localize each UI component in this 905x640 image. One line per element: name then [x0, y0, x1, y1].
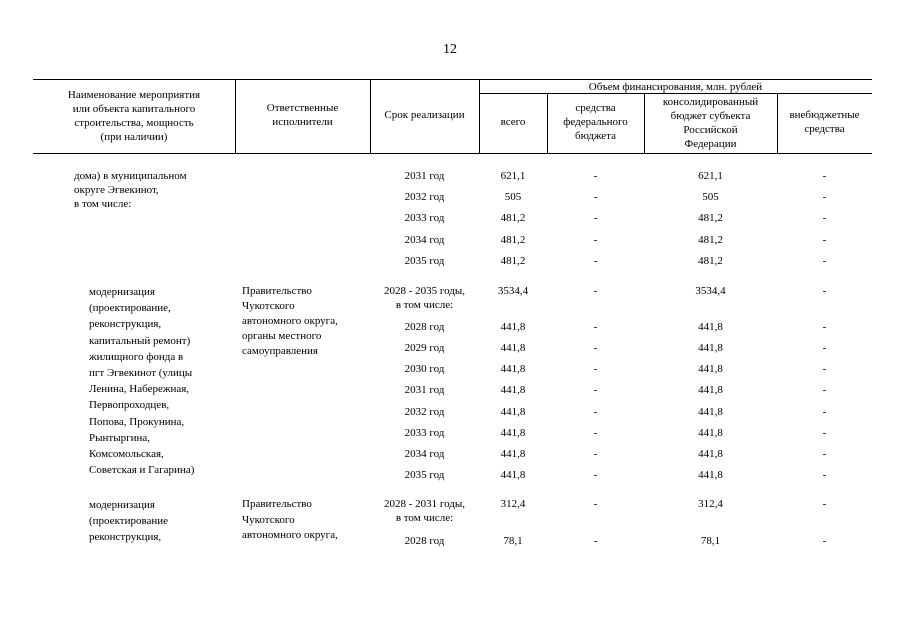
period-line: 2028 - 2031 годы,: [383, 498, 466, 510]
extra-cell: -: [822, 406, 827, 418]
extra-cell: -: [822, 384, 827, 396]
block-name-line: округе Эгвекинот,: [74, 184, 159, 196]
block-name-line: (проектирование,: [89, 302, 171, 315]
regional-cell: 441,8: [698, 384, 723, 396]
block-name-line: Попова, Прокунина,: [89, 415, 185, 428]
extra-cell: -: [822, 255, 827, 267]
block-exec-line: автономного округа,: [242, 529, 338, 541]
regional-cell: 441,8: [698, 406, 723, 418]
block-name-line: Советская и Гагарина): [89, 464, 195, 477]
period-cell: 2032 год: [404, 406, 445, 418]
federal-cell: -: [593, 384, 598, 396]
extra-cell: -: [822, 427, 827, 439]
regional-cell: 505: [702, 191, 719, 203]
period-cell: 2034 год: [404, 234, 445, 246]
regional-cell: 441,8: [698, 448, 723, 460]
extra-cell: -: [822, 498, 827, 510]
header-extra-cell: [777, 108, 872, 136]
regional-cell: 312,4: [698, 498, 723, 510]
period-line: 2028 - 2035 годы,: [383, 285, 466, 297]
period-cell: [370, 284, 479, 312]
federal-cell: -: [593, 285, 598, 297]
total-cell: 441,8: [500, 406, 526, 418]
header-name-line: строительства, мощность: [74, 117, 194, 129]
total-cell: 312,4: [500, 498, 526, 510]
block-name-line: Первопроходцев,: [89, 399, 170, 412]
block-exec-line: Чукотского: [242, 300, 295, 312]
extra-cell: -: [822, 285, 827, 297]
total-cell: 505: [504, 191, 522, 203]
federal-cell: -: [593, 406, 598, 418]
federal-cell: -: [593, 170, 598, 182]
federal-cell: -: [593, 212, 598, 224]
extra-cell: -: [822, 191, 827, 203]
header-name-line: (при наличии): [100, 131, 168, 143]
regional-cell: 621,1: [698, 170, 723, 182]
block-name-line: Рынтыргина,: [89, 431, 151, 444]
block-exec-line: Правительство: [242, 498, 312, 510]
header-regional-cell: [644, 95, 777, 151]
block-name-line: модернизация: [89, 499, 155, 511]
block-name-line: реконструкция,: [89, 531, 162, 544]
federal-cell: -: [593, 498, 598, 510]
header-period-cell: Срок реализации: [384, 109, 465, 121]
block-name-line: Комсомольская,: [89, 448, 164, 461]
total-cell: 621,1: [500, 170, 526, 182]
period-cell: 2035 год: [404, 255, 445, 267]
block-name-line: дома) в муниципальном: [74, 170, 187, 182]
extra-cell: -: [822, 448, 827, 460]
extra-cell: -: [822, 342, 827, 354]
regional-cell: 481,2: [698, 212, 723, 224]
total-cell: 441,8: [500, 363, 526, 375]
block-exec-line: Правительство: [242, 285, 312, 297]
block-exec-line: органы местного: [242, 330, 322, 342]
block-name-line: (проектирование: [89, 515, 169, 528]
block-exec-cell: [242, 284, 338, 359]
block-name-line: Ленина, Набережная,: [89, 383, 190, 396]
period-cell: 2035 год: [404, 469, 445, 481]
regional-cell: 78,1: [700, 535, 721, 547]
block-name-line: реконструкция,: [89, 318, 162, 331]
header-name-line: Наименование мероприятия: [67, 89, 201, 101]
block-name-cell: [74, 169, 187, 211]
extra-cell: -: [822, 234, 827, 246]
regional-cell: 441,8: [698, 427, 723, 439]
extra-cell: -: [822, 321, 827, 333]
period-cell: 2031 год: [404, 170, 445, 182]
federal-cell: -: [593, 342, 598, 354]
block-exec-line: автономного округа,: [242, 315, 338, 327]
header-federal-line: бюджета: [574, 130, 616, 142]
regional-cell: 3534,4: [695, 285, 726, 297]
block-name-cell: [89, 497, 168, 546]
total-cell: 78,1: [503, 535, 523, 547]
block-name-line: капитальный ремонт): [89, 334, 191, 347]
federal-cell: -: [593, 469, 598, 481]
period-cell: 2030 год: [404, 363, 445, 375]
header-exec-line: Ответственные: [266, 102, 339, 114]
header-regional-line: консолидированный: [662, 96, 759, 108]
period-cell: 2028 год: [404, 535, 445, 547]
period-line: в том числе:: [395, 512, 454, 524]
page-number: 12: [443, 42, 457, 57]
block-exec-line: Чукотского: [242, 513, 295, 526]
federal-cell: -: [593, 321, 598, 333]
header-federal-line: федерального: [563, 116, 628, 128]
period-cell: 2033 год: [404, 212, 445, 224]
header-total-cell: всего: [500, 116, 526, 128]
header-extra-line: внебюджетные: [789, 109, 860, 121]
header-regional-line: Федерации: [684, 138, 737, 150]
block-name-cell: [89, 284, 194, 478]
period-cell: 2032 год: [404, 191, 445, 203]
federal-cell: -: [593, 448, 598, 460]
block-name-line: модернизация: [89, 286, 155, 298]
total-cell: 441,8: [500, 448, 526, 460]
total-cell: 481,2: [500, 255, 526, 267]
block-exec-line: самоуправления: [242, 345, 318, 357]
total-cell: 441,8: [500, 342, 526, 354]
extra-cell: -: [822, 535, 827, 547]
federal-cell: -: [593, 191, 598, 203]
total-cell: 481,2: [500, 234, 526, 246]
block-name-line: в том числе:: [74, 198, 132, 210]
regional-cell: 441,8: [698, 342, 723, 354]
header-extra-line: средства: [804, 123, 845, 135]
period-cell: 2029 год: [404, 342, 445, 354]
total-cell: 441,8: [500, 427, 526, 439]
federal-cell: -: [593, 234, 598, 246]
period-cell: [370, 497, 479, 525]
header-federal-line: средства: [575, 102, 616, 114]
extra-cell: -: [822, 469, 827, 481]
period-cell: 2031 год: [404, 384, 445, 396]
total-cell: 441,8: [500, 321, 526, 333]
total-cell: 3534,4: [497, 285, 529, 297]
extra-cell: -: [822, 212, 827, 224]
federal-cell: -: [593, 363, 598, 375]
period-cell: 2034 год: [404, 448, 445, 460]
regional-cell: 441,8: [698, 363, 723, 375]
federal-cell: -: [593, 255, 598, 267]
header-exec-cell: [235, 101, 370, 129]
block-name-line: жилищного фонда в: [89, 350, 184, 363]
regional-cell: 441,8: [698, 469, 723, 481]
total-cell: 481,2: [500, 212, 526, 224]
header-federal-cell: [547, 101, 644, 143]
federal-cell: -: [593, 427, 598, 439]
total-cell: 441,8: [500, 384, 526, 396]
header-exec-line: исполнители: [272, 116, 333, 128]
header-name-line: или объекта капитального: [72, 103, 196, 115]
period-cell: 2028 год: [404, 321, 445, 333]
regional-cell: 481,2: [698, 255, 723, 267]
regional-cell: 441,8: [698, 321, 723, 333]
block-exec-cell: [242, 497, 338, 544]
header-name-cell: [33, 88, 235, 144]
header-regional-line: бюджет субъекта: [670, 110, 751, 122]
federal-cell: -: [593, 535, 598, 547]
header-bottom-rule: [33, 153, 872, 154]
regional-cell: 481,2: [698, 234, 723, 246]
header-regional-line: Российской: [683, 124, 738, 136]
total-cell: 441,8: [500, 469, 526, 481]
extra-cell: -: [822, 170, 827, 182]
header-funding-group: Объем финансирования, млн. рублей: [588, 81, 763, 93]
extra-cell: -: [822, 363, 827, 375]
period-line: в том числе:: [395, 299, 454, 311]
period-cell: 2033 год: [404, 427, 445, 439]
block-name-line: пгт Эгвекинот (улицы: [89, 367, 193, 380]
